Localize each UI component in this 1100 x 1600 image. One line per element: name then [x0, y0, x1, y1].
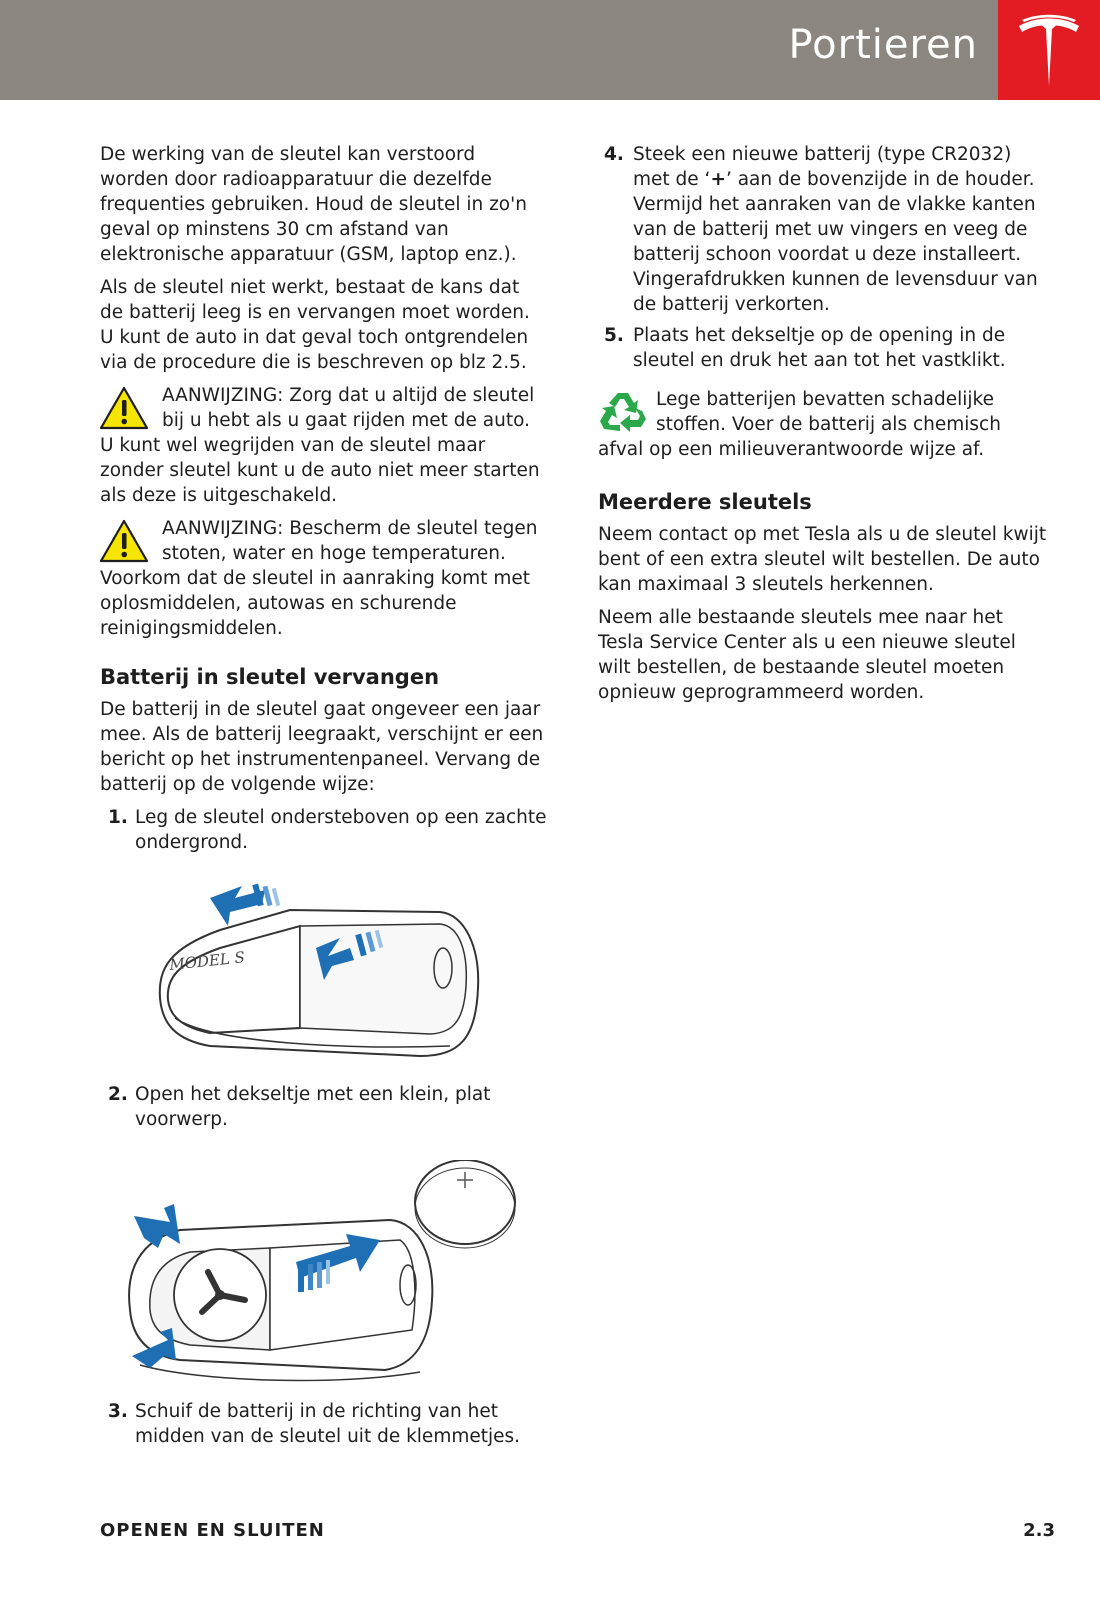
tesla-logo — [998, 0, 1100, 100]
step-number: 2. — [108, 1084, 128, 1105]
footer-section: OPENEN EN SLUITEN — [100, 1520, 325, 1541]
page-header — [0, 0, 1100, 100]
warning-icon — [100, 385, 156, 431]
left-column — [100, 142, 548, 861]
multiple-keys-p1: Neem contact op met Tesla als u de sleutel kwijt bent of een extra sleutel wilt bestellen. De auto kan maximaal 3 sleutels herkennen. — [598, 524, 1047, 595]
note-recycle — [598, 387, 1048, 462]
battery-intro: De batterij in de sleutel gaat ongeveer een jaar mee. Als de batterij leegraakt, verschijnt er een bericht op het instrumentenpaneel. Vervang de batterij op de volgende wijze: — [100, 699, 544, 795]
step-text: Leg de sleutel ondersteboven op een zachte ondergrond. — [135, 807, 547, 853]
note-protect-key-text: AANWIJZING: Bescherm de sleutel tegen stoten, water en hoge temperaturen. Voorkom dat de sleutel in aanraking komt met oplosmiddelen, autowas en schurende reinigingsmiddelen. — [100, 518, 538, 639]
key-cover-illustration — [150, 868, 490, 1068]
warning-icon — [100, 518, 156, 564]
step-text: Open het dekseltje met een klein, plat voorwerp. — [135, 1084, 491, 1130]
multiple-keys-heading: Meerdere sleutels — [598, 490, 812, 514]
step-2 — [100, 1082, 548, 1132]
note-keep-key-text: AANWIJZING: Zorg dat u altijd de sleutel bij u hebt als u gaat rijden met de auto. U kunt wel wegrijden van de sleutel maar zonder sleutel kunt u de auto niet meer starten als deze is uitgeschakeld. — [100, 385, 540, 506]
step-text-after: ’ aan de bovenzijde in de houder. Vermijd het aanraken van de vlakke kanten van de batterij met uw vingers en veeg de batterij schoon voordat u deze installeert. Vingerafdrukken kunnen de levensduur van de batterij verkorten. — [633, 169, 1038, 315]
step-3 — [100, 1399, 548, 1449]
recycle-note-text: Lege batterijen bevatten schadelijke stoffen. Voer de batterij als chemisch afval op een milieuverantwoorde wijze af. — [598, 389, 1001, 460]
step-number: 5. — [604, 325, 624, 346]
step-number: 4. — [604, 144, 624, 165]
multiple-keys-p2: Neem alle bestaande sleutels mee naar het Tesla Service Center als u een nieuwe sleutel wilt bestellen, de bestaande sleutel moeten opnieuw geprogrammeerd worden. — [598, 607, 1016, 703]
step-text: Plaats het dekseltje op de opening in de sleutel en druk het aan tot het vastklikt. — [633, 325, 1006, 371]
battery-heading: Batterij in sleutel vervangen — [100, 665, 440, 689]
step-text: Schuif de batterij in de richting van het midden van de sleutel uit de klemmetjes. — [135, 1401, 521, 1447]
right-column — [598, 142, 1048, 713]
interference-paragraph: De werking van de sleutel kan verstoord worden door radioapparatuur die dezelfde frequenties gebruiken. Houd de sleutel in zo'n geval op minstens 30 cm afstand van elektronische apparatuur (GSM, laptop enz.). — [100, 144, 527, 265]
dead-battery-paragraph: Als de sleutel niet werkt, bestaat de kans dat de batterij leeg is en vervangen moet worden. U kunt de auto in dat geval toch ontgrendelen via de procedure die is beschreven op blz 2.5. — [100, 277, 530, 373]
battery-steps-left-2 — [100, 1082, 548, 1132]
recycle-icon — [598, 389, 648, 435]
battery-steps-right — [598, 142, 1048, 373]
plus-sign: + — [710, 169, 726, 190]
step-1 — [100, 805, 548, 855]
note-keep-key — [100, 383, 548, 508]
step-number: 1. — [108, 807, 128, 828]
page-number: 2.3 — [1023, 1520, 1055, 1541]
page-title: Portieren — [788, 22, 978, 68]
step-text-before: Steek een nieuwe batterij (type CR2032) met de ‘ — [633, 144, 1012, 190]
step-2-wrap — [100, 1082, 548, 1138]
battery-removal-illustration — [120, 1160, 530, 1390]
step-5 — [598, 323, 1048, 373]
step-4 — [598, 142, 1048, 317]
note-protect-key — [100, 516, 548, 641]
battery-steps-left — [100, 805, 548, 855]
battery-steps-left-3 — [100, 1399, 548, 1449]
step-3-wrap — [100, 1399, 548, 1455]
model-s-label: MODEL S — [168, 948, 246, 974]
tesla-logo-icon — [1016, 12, 1082, 88]
step-number: 3. — [108, 1401, 128, 1422]
